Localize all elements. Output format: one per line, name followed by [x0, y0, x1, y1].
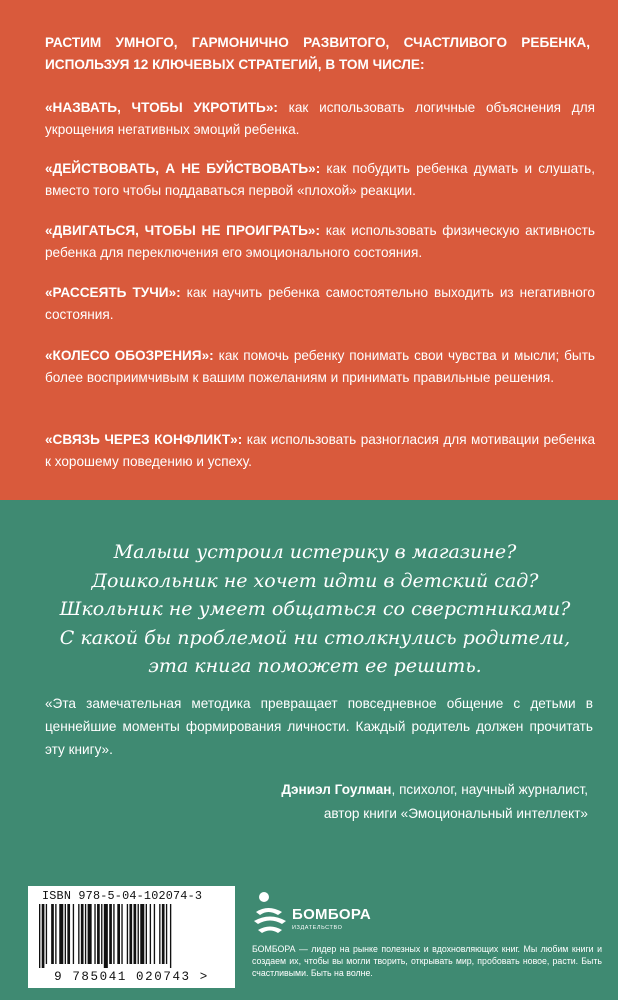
- strategy-item: [45, 97, 595, 141]
- bombora-logo-icon: [252, 890, 288, 938]
- barcode-bar: [88, 904, 92, 964]
- attribution-line-1: [188, 778, 588, 802]
- barcode-bar: [109, 904, 112, 964]
- strategy-title: «ДЕЙСТВОВАТЬ, А НЕ БУЙСТВОВАТЬ»:: [45, 161, 321, 176]
- strategy-item: [45, 345, 595, 389]
- barcode-bar: [55, 904, 56, 964]
- publisher-description: БОМБОРА — лидер на рынке полезных и вдохновляющих книг. Мы любим книги и создаем их, чтобы вы могли творить, открывать мир, пробовать новое, расти. Быть счастливыми. Быть на волне.: [252, 944, 602, 978]
- strategy-text: как побудить ребенка думать и слушать, вместо того чтобы поддаваться первой «плохой» реакции.: [45, 161, 595, 198]
- strategy-item: [45, 282, 595, 326]
- isbn-text: ISBN 978-5-04-102074-3: [42, 889, 203, 903]
- barcode-bar: [159, 904, 160, 964]
- barcode-bar: [97, 904, 100, 964]
- author-role: , психолог, научный журналист,: [391, 782, 588, 797]
- barcode-bar: [59, 904, 63, 964]
- barcode-bar: [121, 904, 122, 964]
- barcode-icon: [37, 904, 226, 968]
- barcode-bar: [150, 904, 151, 964]
- author-name: Дэниэл Гоулман: [281, 782, 392, 797]
- strategy-text: как использовать разногласия для мотивации ребенка к хорошему поведению и успеху.: [45, 432, 596, 469]
- barcode-bar: [162, 904, 165, 964]
- barcode-bar: [170, 904, 171, 968]
- strategy-item: [45, 429, 595, 473]
- strategy-text: как научить ребенка самостоятельно выходить из негативного состояния.: [45, 285, 595, 322]
- strategy-item: [45, 158, 595, 202]
- barcode-bar: [134, 904, 137, 964]
- review-quote: «Эта замечательная методика превращает повседневное общение с детьми в ценнейшие моменты формирования личности. Каждый родитель должен прочитать эту книгу».: [45, 696, 593, 757]
- barcode-digits: 9 785041 020743 >: [54, 970, 209, 984]
- strategy-item: [45, 220, 595, 264]
- publisher-label: ИЗДАТЕЛЬСТВО: [292, 925, 343, 931]
- author-book: автор книги «Эмоциональный интеллект»: [323, 806, 588, 821]
- strategy-text: как использовать физическую активность ребенка для переключения его эмоционального состояния.: [45, 223, 595, 260]
- strategy-title: «ДВИГАТЬСЯ, ЧТОБЫ НЕ ПРОИГРАТЬ»:: [45, 223, 321, 238]
- section-heading: РАСТИМ УМНОГО, ГАРМОНИЧНО РАЗВИТОГО, СЧАСТЛИВОГО РЕБЕНКА, ИСПОЛЬЗУЯ 12 КЛЮЧЕВЫХ СТРАТЕГИЙ, В ТОМ ЧИСЛЕ:: [45, 35, 590, 72]
- barcode-bar: [127, 904, 128, 964]
- barcode-bar: [42, 904, 45, 968]
- strategy-title: «КОЛЕСО ОБОЗРЕНИЯ»:: [45, 348, 214, 363]
- barcode-bar: [166, 904, 167, 964]
- barcode-bar: [113, 904, 114, 964]
- barcode-bar: [104, 904, 108, 968]
- barcode-bar: [39, 904, 40, 968]
- intro-text: Малыш устроил истерику в магазине? Дошкольник не хочет идти в детский сад? Школьник не умеет общаться со сверстниками? С какой бы проблемой ни столкнулись родители, эта книга поможет ее решить.: [59, 541, 571, 677]
- barcode-bar: [46, 904, 47, 964]
- barcode-bar: [78, 904, 79, 964]
- barcode-bar: [101, 904, 102, 964]
- barcode-bar: [117, 904, 120, 964]
- publisher-name: БОМБОРА: [292, 906, 372, 923]
- barcode-bar: [85, 904, 86, 964]
- barcode-bar: [65, 904, 66, 964]
- barcode-panel: [28, 886, 235, 988]
- strategy-text: как использовать логичные объяснения для укрощения негативных эмоций ребенка.: [45, 100, 595, 137]
- barcode-bar: [154, 904, 155, 964]
- barcode-bar: [129, 904, 132, 964]
- barcode-bar: [73, 904, 74, 964]
- strategy-title: «НАЗВАТЬ, ЧТОБЫ УКРОТИТЬ»:: [45, 100, 278, 115]
- barcode-bar: [67, 904, 70, 964]
- barcode-bar: [146, 904, 147, 964]
- strategy-text: как помочь ребенку понимать свои чувства и мысли; быть более восприимчивым к вашим пожеланиям и принимать правильные решения.: [45, 348, 596, 385]
- strategy-title: «СВЯЗЬ ЧЕРЕЗ КОНФЛИКТ»:: [45, 432, 243, 447]
- barcode-bar: [94, 904, 95, 964]
- barcode-bar: [140, 904, 144, 964]
- barcode-bar: [81, 904, 84, 964]
- quote-attribution: [188, 778, 588, 826]
- strategy-title: «РАССЕЯТЬ ТУЧИ»:: [45, 285, 181, 300]
- barcode-bar: [51, 904, 54, 964]
- barcode-bar: [138, 904, 139, 964]
